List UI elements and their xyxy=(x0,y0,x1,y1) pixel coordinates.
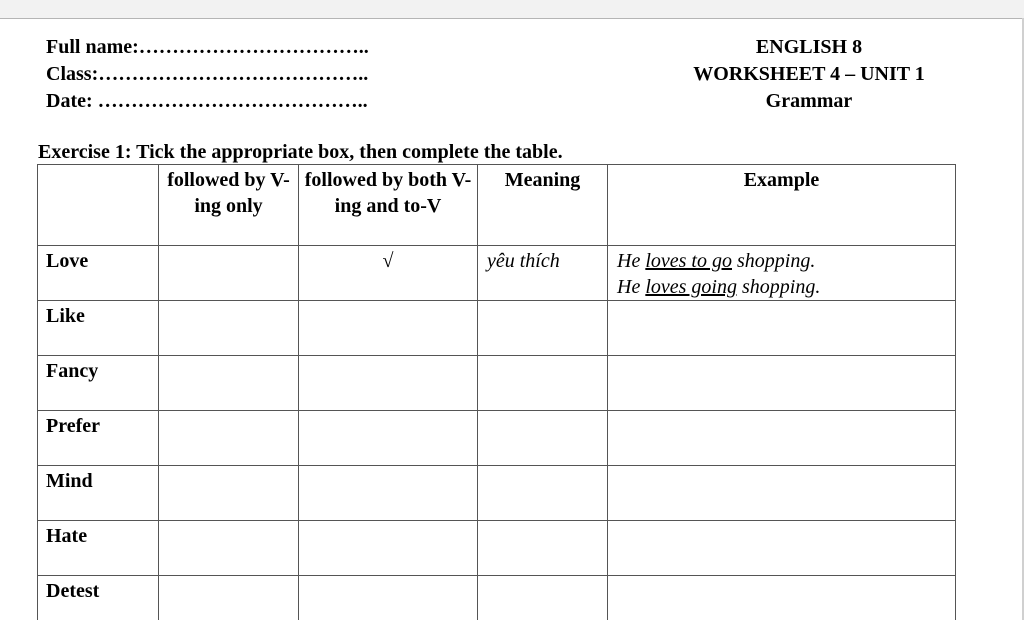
verb-cell: Prefer xyxy=(38,411,159,466)
table-row xyxy=(38,466,956,521)
table-row xyxy=(38,356,956,411)
worksheet-heading xyxy=(650,34,968,115)
table-row xyxy=(38,301,956,356)
ving-only-cell[interactable] xyxy=(159,576,299,620)
meaning-cell[interactable]: yêu thích xyxy=(478,246,608,301)
example-sentence: He loves going shopping. xyxy=(617,276,821,298)
underlined-phrase: loves to go xyxy=(645,250,732,272)
example-cell[interactable] xyxy=(608,576,956,620)
table-row xyxy=(38,576,956,620)
meaning-cell[interactable] xyxy=(478,521,608,576)
example-cell[interactable] xyxy=(608,246,956,301)
viewer-top-border xyxy=(0,0,1024,19)
verb-cell: Like xyxy=(38,301,159,356)
example-cell[interactable] xyxy=(608,411,956,466)
example-cell[interactable] xyxy=(608,356,956,411)
grammar-table xyxy=(37,164,956,620)
meaning-cell[interactable] xyxy=(478,576,608,620)
meaning-cell[interactable] xyxy=(478,356,608,411)
both-cell[interactable] xyxy=(299,411,478,466)
header-verb xyxy=(38,165,159,246)
table-header-row xyxy=(38,165,956,246)
table-row xyxy=(38,411,956,466)
verb-cell: Mind xyxy=(38,466,159,521)
full-name-line: Full name:…………………………….. xyxy=(46,36,369,58)
ving-only-cell[interactable] xyxy=(159,356,299,411)
underlined-phrase: loves going xyxy=(645,276,737,298)
both-cell[interactable] xyxy=(299,521,478,576)
ving-only-cell[interactable] xyxy=(159,521,299,576)
example-cell[interactable] xyxy=(608,466,956,521)
subject-title: ENGLISH 8 xyxy=(755,36,863,58)
ving-only-cell[interactable] xyxy=(159,466,299,521)
verb-cell: Hate xyxy=(38,521,159,576)
ving-only-cell[interactable] xyxy=(159,246,299,301)
header-both: followed by both V-ing and to-V xyxy=(299,165,478,246)
both-cell-tick[interactable]: √ xyxy=(299,246,478,301)
ving-only-cell[interactable] xyxy=(159,411,299,466)
date-line: Date: ………………………………….. xyxy=(46,90,368,112)
header-meaning: Meaning xyxy=(478,165,608,246)
header-ving-only: followed by V-ing only xyxy=(159,165,299,246)
both-cell[interactable] xyxy=(299,576,478,620)
both-cell[interactable] xyxy=(299,466,478,521)
example-cell[interactable] xyxy=(608,301,956,356)
both-cell[interactable] xyxy=(299,356,478,411)
table-row xyxy=(38,521,956,576)
class-line: Class:………………………………….. xyxy=(46,63,369,85)
worksheet-title: WORKSHEET 4 – UNIT 1 xyxy=(693,63,925,85)
meaning-cell[interactable] xyxy=(478,411,608,466)
verb-cell: Fancy xyxy=(38,356,159,411)
table-row xyxy=(38,246,956,301)
verb-cell: Love xyxy=(38,246,159,301)
both-cell[interactable] xyxy=(299,301,478,356)
verb-cell: Detest xyxy=(38,576,159,620)
meaning-cell[interactable] xyxy=(478,466,608,521)
example-sentence: He loves to go shopping. xyxy=(617,250,816,272)
header-example: Example xyxy=(608,165,956,246)
example-cell[interactable] xyxy=(608,521,956,576)
exercise-title: Exercise 1: Tick the appropriate box, then complete the table. xyxy=(38,141,563,163)
topic-title: Grammar xyxy=(765,90,853,112)
ving-only-cell[interactable] xyxy=(159,301,299,356)
meaning-cell[interactable] xyxy=(478,301,608,356)
student-info-block xyxy=(46,34,369,115)
